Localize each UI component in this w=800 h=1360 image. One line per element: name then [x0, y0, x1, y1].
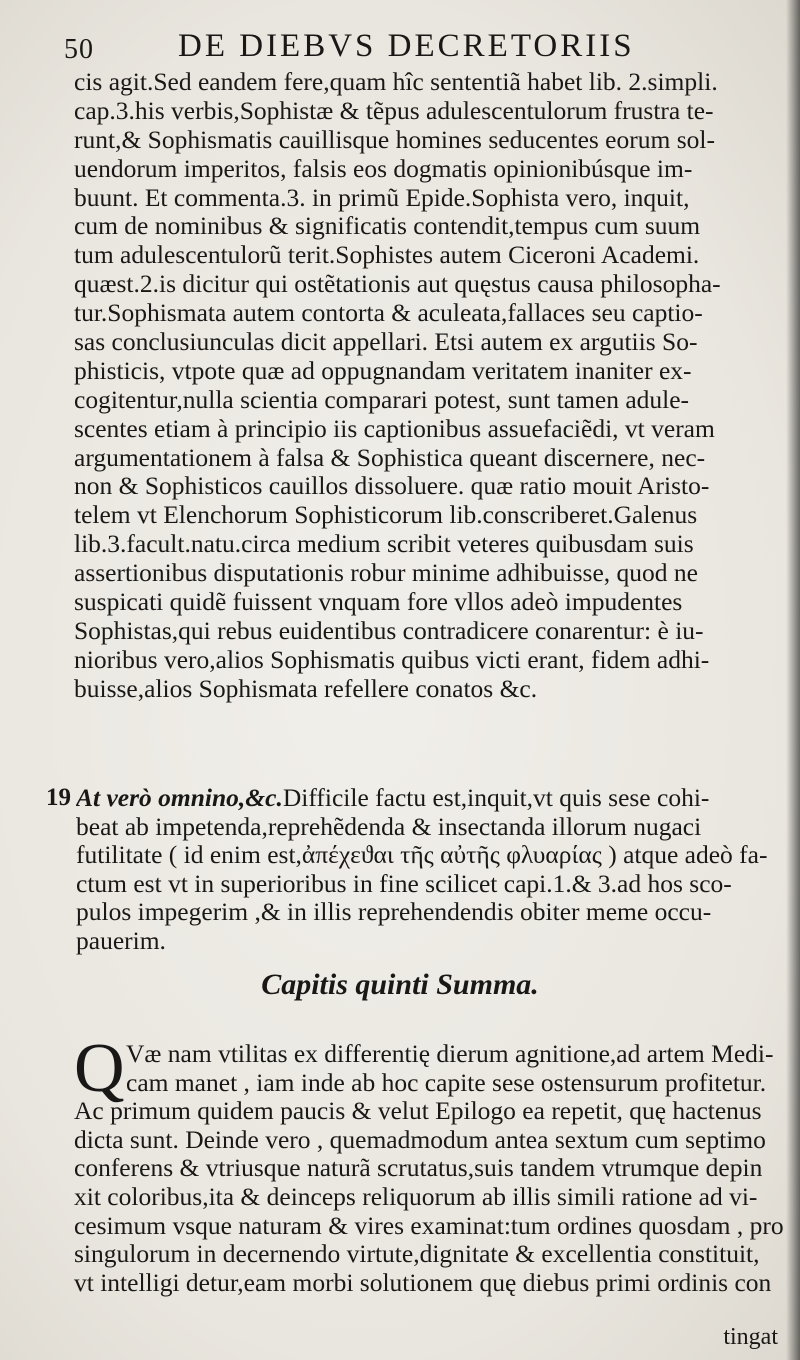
section-lines — [76, 784, 776, 955]
page-number: 50 — [64, 34, 94, 65]
text-line: uendorum imperitos, falsis eos dogmatis opinionibúsque im- — [74, 154, 693, 183]
page-edge-shadow — [786, 0, 800, 1360]
text-line: tum adulescentulorũ terit.Sophistes autem Ciceroni Academi. — [74, 241, 700, 270]
text-line: pulos impegerim ,& in illis reprehendendis obiter meme occu- — [76, 898, 712, 926]
text-line: vt intelligi detur,eam morbi solutionem quę diebus primi ordinis con — [74, 1268, 772, 1297]
text-line: assertionibus disputationis robur minime adhibuisse, quod ne — [74, 559, 698, 588]
text-line: buisse,alios Sophismata refellere conatos &c. — [74, 674, 538, 703]
text-line: quæst.2.is dicitur qui ostẽtationis aut quęstus causa philosopha- — [74, 270, 721, 299]
text-line: sas conclusiunculas dicit appellari. Etsi autem ex argutiis So- — [74, 328, 698, 357]
text-line: cap.3.his verbis,Sophistæ & tẽpus adulescentulorum frustra te- — [74, 96, 714, 125]
main-paragraph — [74, 68, 774, 704]
text-line: scentes etiam à principio iis captionibus assuefaciẽdi, vt veram — [74, 414, 715, 443]
text-line: lib.3.facult.natu.circa medium scribit veteres quibusdam suis — [74, 530, 694, 559]
text-line: pauerim. — [76, 926, 166, 955]
margin-number: 19 — [46, 784, 71, 811]
text-line: ctum est vt in superioribus in fine scilicet capi.1.& 3.ad hos sco- — [76, 869, 732, 898]
first-line-rest: Difficile factu est,inquit,vt quis sese cohi- — [282, 784, 710, 812]
drop-cap: Q — [74, 1030, 125, 1107]
text-line: Sophistas,qui rebus euidentibus contradicere conarentur: è iu- — [74, 616, 704, 645]
chapter-summary — [74, 1030, 784, 1297]
text-line: argumentationem à falsa & Sophistica queant discernere, nec- — [74, 443, 706, 472]
text-line: tur.Sophismata autem contorta & aculeata,fallaces seu captio- — [74, 299, 703, 328]
text-line: Væ nam vtilitas ex differentię dierum agnitione,ad artem Medi- — [126, 1040, 774, 1068]
text-line: cesimum vsque naturam & vires examinat:tum ordines quosdam , pro — [74, 1211, 784, 1240]
text-line: singulorum in decernendo virtute,dignitate & excellentia constituit, — [74, 1240, 760, 1269]
text-line: cam manet , iam inde ab hoc capite sese ostensurum profitetur. — [126, 1068, 767, 1097]
lead-phrase: At verò omnino,&c. — [76, 784, 283, 812]
text-line: futilitate ( id enim est,ἀπέχεϑαι τῆς αὐτῆς φλυαρίας ) atque adeò fa- — [76, 841, 768, 869]
text-line: Ac primum quidem paucis & velut Epilogo ea repetit, quę hactenus — [74, 1097, 762, 1126]
text-line — [76, 784, 776, 813]
page-header — [60, 20, 760, 66]
text-line: suspicati quidẽ fuissent vnquam fore vllos adeò impudentes — [74, 588, 683, 617]
catchword: tingat — [723, 1324, 778, 1350]
text-line: cogitentur,nulla scientia comparari potest, sunt tamen adule- — [74, 385, 690, 414]
text-line: non & Sophisticos cauillos dissoluere. quæ ratio mouit Aristo- — [74, 472, 710, 501]
summary-heading: Capitis quinti Summa. — [261, 968, 539, 1001]
text-line: runt,& Sophismatis cauillisque homines seducentes eorum sol- — [74, 125, 715, 154]
text-line: nioribus vero,alios Sophismatis quibus victi erant, fidem adhi- — [74, 645, 710, 674]
text-line: beat ab impetenda,reprehẽdenda & insectanda illorum nugaci — [76, 812, 702, 841]
text-line: conferens & vtriusque naturã scrutatus,suis tandem vtrumque depin — [74, 1154, 763, 1183]
text-line: cis agit.Sed eandem fere,quam hîc sententiã habet lib. 2.simpli. — [74, 68, 718, 96]
text-line: phisticis, vtpote quæ ad oppugnandam veritatem inaniter ex- — [74, 356, 692, 385]
text-line: telem vt Elenchorum Sophisticorum lib.conscriberet.Galenus — [74, 501, 698, 530]
text-line: xit coloribus,ita & deinceps reliquorum ab illis simili ratione ad vi- — [74, 1182, 758, 1211]
text-line: cum de nominibus & significatis contendit,tempus cum suum — [74, 212, 701, 241]
running-head: DE DIEBVS DECRETORIIS — [178, 28, 635, 64]
text-line: buunt. Et commenta.3. in primũ Epide.Sophista vero, inquit, — [74, 183, 690, 212]
text-line: dicta sunt. Deinde vero , quemadmodum antea sextum cum septimo — [74, 1125, 766, 1154]
